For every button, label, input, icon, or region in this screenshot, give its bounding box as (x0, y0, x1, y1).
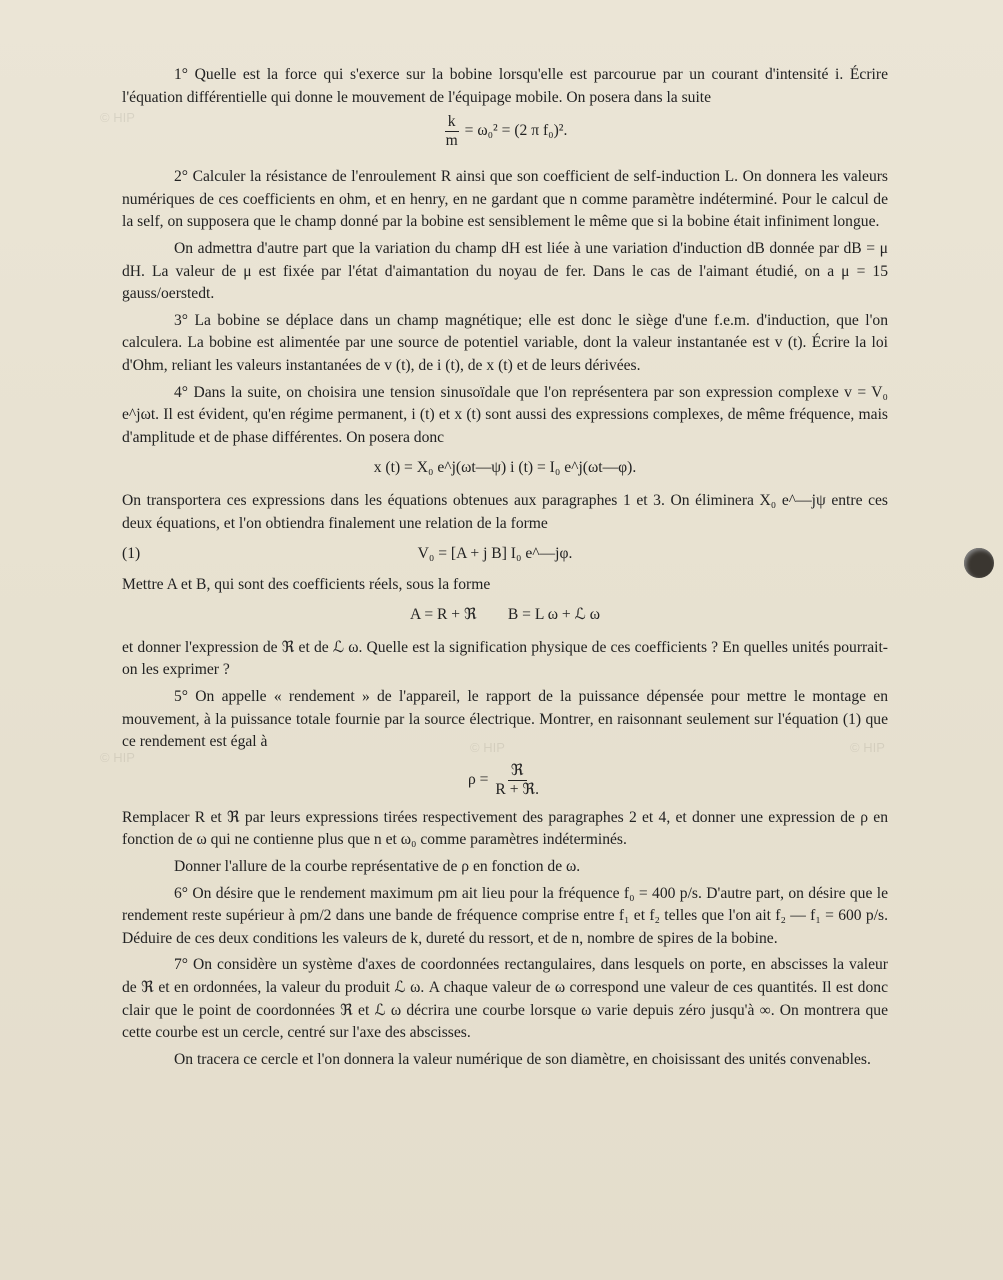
equation-4: A = R + ℜ B = L ω + ℒ ω (410, 606, 600, 624)
document-body (122, 64, 888, 1071)
paragraph-8: et donner l'expression de ℜ et de ℒ ω. Quelle est la signification physique de ces coefficients ? En quelles unités pourrait-on les exprimer ? (122, 638, 888, 679)
denominator: R + ℜ. (495, 780, 539, 798)
numerator: k (445, 113, 459, 132)
denominator: m (445, 132, 458, 150)
paragraph-9: 5° On appelle « rendement » de l'appareil, le rapport de la puissance dépensée pour mettre le montage en mouvement, à la puissance totale fournie par la source électrique. Montrer, en raisonnant seulement sur l'équation (1) que ce rendement est égal à (122, 688, 888, 751)
watermark: © HIP (100, 110, 135, 125)
numerator: ℜ (508, 762, 527, 781)
fraction (492, 762, 542, 799)
paragraph-4: 3° La bobine se déplace dans un champ magnétique; elle est donc le siège d'une f.e.m. d'induction, que l'on calculera. La bobine est alimentée par une source de potentiel variable, dont la valeur instantanée est v (t). Écrire la loi d'Ohm, reliant les valeurs instantanées de v (t), de i (t), de x (t) et de leurs dérivées. (122, 311, 888, 374)
equation-2: x (t) = X₀ e^j(ωt—ψ) i (t) = I₀ e^j(ωt—φ). (373, 459, 637, 477)
watermark: © HIP (850, 740, 885, 755)
paragraph-1: 1° Quelle est la force qui s'exerce sur la bobine lorsqu'elle est parcourue par un courant d'intensité i. Écrire l'équation différentielle qui donne le mouvement de l'équipage mobile. On posera dans la suite (122, 66, 888, 106)
fraction (443, 113, 461, 150)
watermark: © HIP (470, 740, 505, 755)
paragraph-10: Remplacer R et ℜ par leurs expressions tirées respectivement des paragraphes 2 et 4, et donner une expression de ρ en fonction de ω qui ne contienne plus que n et ω₀ comme paramètres indéterminés. (122, 808, 888, 849)
equation-1 (122, 113, 888, 150)
equation-5-lhs: ρ = (468, 770, 489, 788)
punch-hole (964, 548, 994, 578)
paragraph-11: Donner l'allure de la courbe représentative de ρ en fonction de ω. (174, 858, 581, 876)
watermark: © HIP (100, 750, 135, 765)
paragraph-7: Mettre A et B, qui sont des coefficients réels, sous la forme (122, 575, 491, 593)
paragraph-13: 7° On considère un système d'axes de coordonnées rectangulaires, dans lesquels on porte, en abscisses la valeur de ℜ et en ordonnées, la valeur du produit ℒ ω. A chaque valeur de ω correspond une valeur de ces quantités. Il est donc clair que le point de coordonnées ℜ et ℒ ω décrira une courbe lorsque ω varie depuis zéro jusqu'à ∞. On montrera que cette courbe est un cercle, centré sur l'axe des abscisses. (122, 956, 888, 1042)
equation-3-body: V₀ = [A + j B] I₀ e^—jφ. (417, 545, 573, 563)
paragraph-6: On transportera ces expressions dans les équations obtenues aux paragraphes 1 et 3. On éliminera X₀ e^—jψ entre ces deux équations, et l'on obtiendra finalement une relation de la forme (122, 491, 888, 532)
equation-3 (122, 543, 888, 566)
paragraph-3: On admettra d'autre part que la variation du champ dH est liée à une variation d'induction dB donnée par dB = μ dH. La valeur de μ est fixée par l'état d'aimantation du noyau de fer. Dans le cas de l'aimant étudié, on a μ = 15 gauss/oerstedt. (122, 239, 888, 303)
equation-5 (122, 762, 888, 799)
paragraph-2: 2° Calculer la résistance de l'enroulement R ainsi que son coefficient de self-induction L. On donnera les valeurs numériques de ces coefficients en ohm, et en henry, en ne gardant que n comme paramètre indéterminé. Pour le calcul de la self, on supposera que le champ donné par la bobine est sensiblement le même que si la bobine était infiniment longue. (122, 168, 888, 231)
paragraph-12: 6° On désire que le rendement maximum ρm ait lieu pour la fréquence f₀ = 400 p/s. D'autre part, on désire que le rendement reste supérieur à ρm/2 dans une bande de fréquence comprise entre f₁ et f₂ telles que l'on ait f₂ — f₁ = 600 p/s. Déduire de ces deux conditions les valeurs de k, dureté du ressort, et de n, nombre de spires de la bobine. (122, 884, 888, 947)
paragraph-5: 4° Dans la suite, on choisira une tension sinusoïdale que l'on représentera par son expression complexe v = V₀ e^jωt. Il est évident, qu'en régime permanent, i (t) et x (t) sont aussi des expressions complexes, de même fréquence, mais d'amplitude et de phase différentes. On posera donc (122, 383, 888, 446)
equation-number: (1) (122, 545, 141, 563)
paragraph-14: On tracera ce cercle et l'on donnera la valeur numérique de son diamètre, en choisissant des unités convenables. (174, 1050, 871, 1068)
equation-1-rhs: = ω₀² = (2 π f₀)². (464, 122, 568, 140)
